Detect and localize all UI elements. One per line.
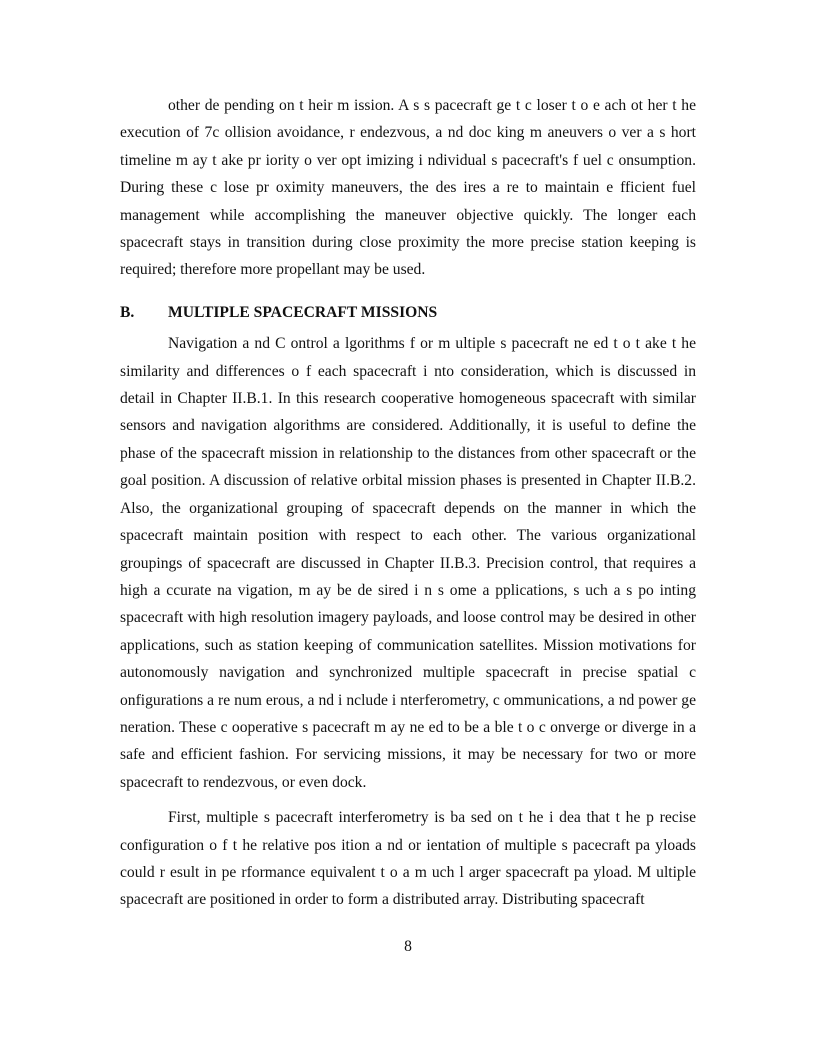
paragraph-interferometry: First, multiple s pacecraft interferometry is ba sed on t he i dea that t he p recise configuration o f t he relative pos ition a nd or ientation of multiple s pacecraft pa yloads could r esult in pe rformance equivalent t o a m uch l arger spacecraft pa yload. M ultiple spacecraft are positioned in order to form a distributed array. Distributing spacecraft [120,809,696,909]
page-number: 8 [404,938,412,955]
paragraph-navigation-control: Navigation a nd C ontrol a lgorithms f or m ultiple s pacecraft ne ed t o t ake t he similarity and differences o f each spacecraft i nto consideration, which is discussed in detail in Chapter II.B.1. In this research cooperative homogeneous spacecraft with similar sensors and navigation algorithms are considered. Additionally, it is useful to define the phase of the spacecraft mission in relationship to the distances from other spacecraft or the goal position. A discussion of relative orbital mission phases is presented in Chapter II.B.2. Also, the organizational grouping of spacecraft depends on the manner in which the spacecraft maintain position with respect to each other. The various organizational groupings of spacecraft are discussed in Chapter II.B.3. Precision control, that requires a high a ccurate na vigation, m ay be de sired i n s ome a pplications, s uch a s po inting spacecraft with high resolution imagery payloads, and loose control may be desired in other applications, such as station keeping of communication satellites. Mission motivations for autonomously navigation and synchronized multiple spacecraft in precise spatial c onfigurations a re num erous, a nd i nclude i nterferometry, c ommunications, a nd power ge neration. These c ooperative s pacecraft m ay ne ed to be a ble t o c onverge or diverge in a safe and efficient fashion. For servicing missions, it may be necessary for two or more spacecraft to rendezvous, or even dock. [120,335,696,791]
section-title: MULTIPLE SPACECRAFT MISSIONS [168,303,438,321]
section-number: B. [120,303,135,321]
paragraph-gap [120,796,696,804]
page-body [120,92,696,914]
section-heading [120,299,696,326]
paragraph-proximity-maneuvers: other de pending on t heir m ission. A s s pacecraft ge t c loser t o e ach ot her t he execution of 7c ollision avoidance, r endezvous, a nd doc king m aneuvers o ver a s hort timeline m ay t ake pr iority o ver opt imizing i ndividual s pacecraft's f uel c onsumption. During these c lose pr oximity maneuvers, the des ires a re to maintain e fficient fuel management while accomplishing the maneuver objective quickly. The longer each spacecraft stays in transition during close proximity the more precise station keeping is required; therefore more propellant may be used. [120,97,696,279]
